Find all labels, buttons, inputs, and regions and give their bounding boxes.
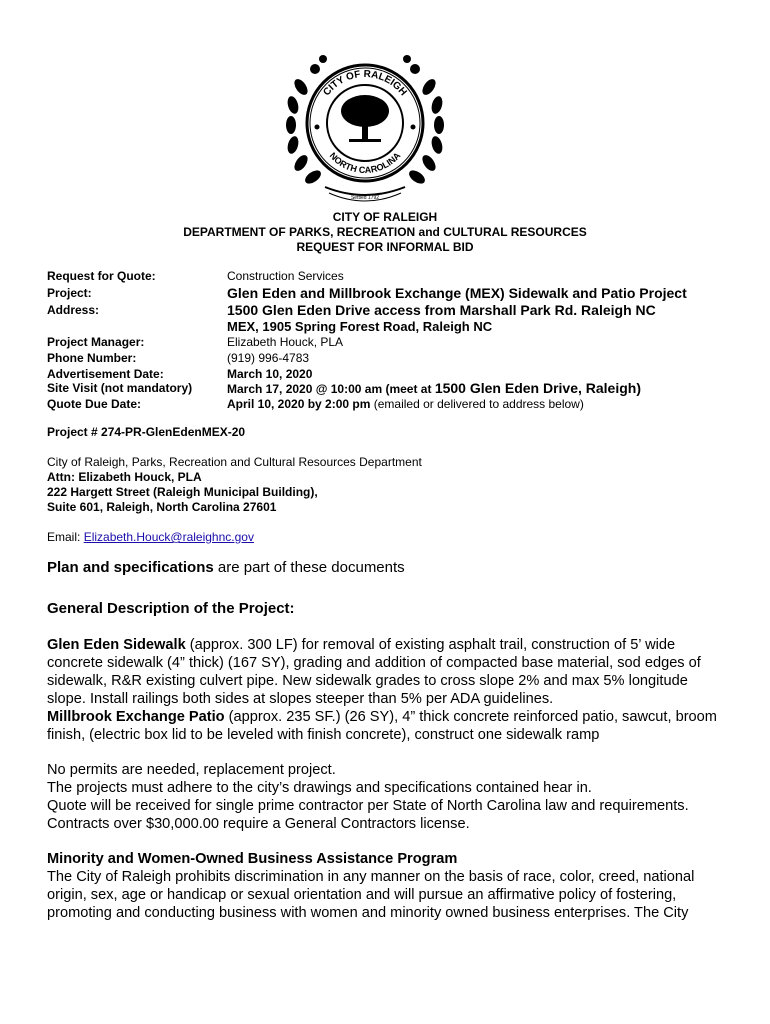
project-label: Project:	[47, 286, 92, 300]
millbrook-bold: Millbrook Exchange Patio	[47, 709, 225, 725]
millbrook-paragraph	[47, 708, 727, 744]
addr-suite: Suite 601, Raleigh, North Carolina 27601	[47, 500, 277, 514]
phone-label: Phone Number:	[47, 351, 137, 365]
email-line	[47, 529, 254, 545]
site-value-b: 1500 Glen Eden Drive, Raleigh)	[434, 380, 641, 396]
minority-heading: Minority and Women-Owned Business Assistance Program	[47, 851, 458, 867]
project-descriptions	[47, 636, 727, 744]
email-label: Email:	[47, 530, 84, 544]
request-label: Request for Quote:	[47, 269, 156, 283]
pm-value: Elizabeth Houck, PLA	[227, 335, 344, 349]
city-seal-logo	[283, 47, 447, 205]
email-link[interactable]: Elizabeth.Houck@raleighnc.gov	[83, 530, 254, 544]
site-value	[227, 380, 641, 397]
general-heading: General Description of the Project:	[47, 600, 295, 617]
seal-ribbon-text: Settled 1792	[350, 195, 380, 201]
adv-value: March 10, 2020	[227, 367, 313, 381]
project-number: Project # 274-PR-GlenEdenMEX-20	[47, 425, 246, 439]
header-city: CITY OF RALEIGH	[332, 210, 438, 224]
site-label: Site Visit (not mandatory)	[47, 381, 193, 395]
adv-label: Advertisement Date:	[47, 367, 164, 381]
header-request: REQUEST FOR INFORMAL BID	[296, 240, 474, 254]
header-department: DEPARTMENT OF PARKS, RECREATION and CULTURAL RESOURCES	[183, 225, 587, 239]
plan-line	[47, 559, 727, 577]
glen-eden-paragraph	[47, 636, 727, 708]
addr-street: 222 Hargett Street (Raleigh Municipal Building),	[47, 485, 318, 499]
seal-top-text: CITY OF RALEIGH	[321, 68, 409, 99]
note-3: Quote will be received for single prime contractor per State of North Carolina law and requirements.	[47, 798, 689, 814]
address-line-1: 1500 Glen Eden Drive access from Marshall Park Rd. Raleigh NC	[227, 302, 656, 318]
note-2: The projects must adhere to the city’s drawings and specifications contained hear in.	[47, 780, 592, 796]
project-value: Glen Eden and Millbrook Exchange (MEX) Sidewalk and Patio Project	[227, 285, 687, 301]
pm-label: Project Manager:	[47, 335, 145, 349]
request-value: Construction Services	[227, 269, 344, 283]
notes	[47, 761, 727, 833]
address-line-2: MEX, 1905 Spring Forest Road, Raleigh NC	[227, 319, 493, 334]
due-label: Quote Due Date:	[47, 397, 142, 411]
due-value	[227, 396, 584, 412]
plan-bold: Plan and specifications	[47, 559, 214, 576]
millbrook-rest: (approx. 235 SF.) (26 SY), 4” thick concrete reinforced patio, sawcut, broom finish, (electric box lid to be leveled with finish concrete), construct one sidewalk ramp	[47, 709, 717, 743]
due-value-b: (emailed or delivered to address below)	[370, 397, 584, 411]
minority-section	[47, 850, 727, 922]
phone-value: (919) 996-4783	[227, 351, 310, 365]
addr-attn: Attn: Elizabeth Houck, PLA	[47, 470, 202, 484]
site-value-a: March 17, 2020 @ 10:00 am (meet at	[227, 382, 435, 396]
minority-text: The City of Raleigh prohibits discrimination in any manner on the basis of race, color, creed, national origin, sex, age or handicap or sexual orientation and will pursue an affirmative policy of fostering, promoting and conducting business with women and minority owned business enterprises. The City	[47, 869, 695, 921]
note-4: Contracts over $30,000.00 require a General Contractors license.	[47, 816, 470, 832]
seal-bottom-text: NORTH CAROLINA	[327, 150, 403, 176]
note-1: No permits are needed, replacement project.	[47, 762, 336, 778]
due-value-a: April 10, 2020 by 2:00 pm	[227, 397, 371, 411]
addr-dept: City of Raleigh, Parks, Recreation and Cultural Resources Department	[47, 455, 422, 469]
glen-eden-rest: (approx. 300 LF) for removal of existing asphalt trail, construction of 5’ wide concrete sidewalk (4” thick) (167 SY), grading and addition of compacted base material, sod edges of sidewalk, R&R existing culvert pipe. New sidewalk grades to cross slope 2% and max 5% longitude slope. Install railings both sides at slopes steeper than 5% per ADA guidelines.	[47, 637, 701, 707]
plan-rest: are part of these documents	[213, 559, 405, 576]
glen-eden-bold: Glen Eden Sidewalk	[47, 637, 186, 653]
address-label: Address:	[47, 303, 100, 317]
